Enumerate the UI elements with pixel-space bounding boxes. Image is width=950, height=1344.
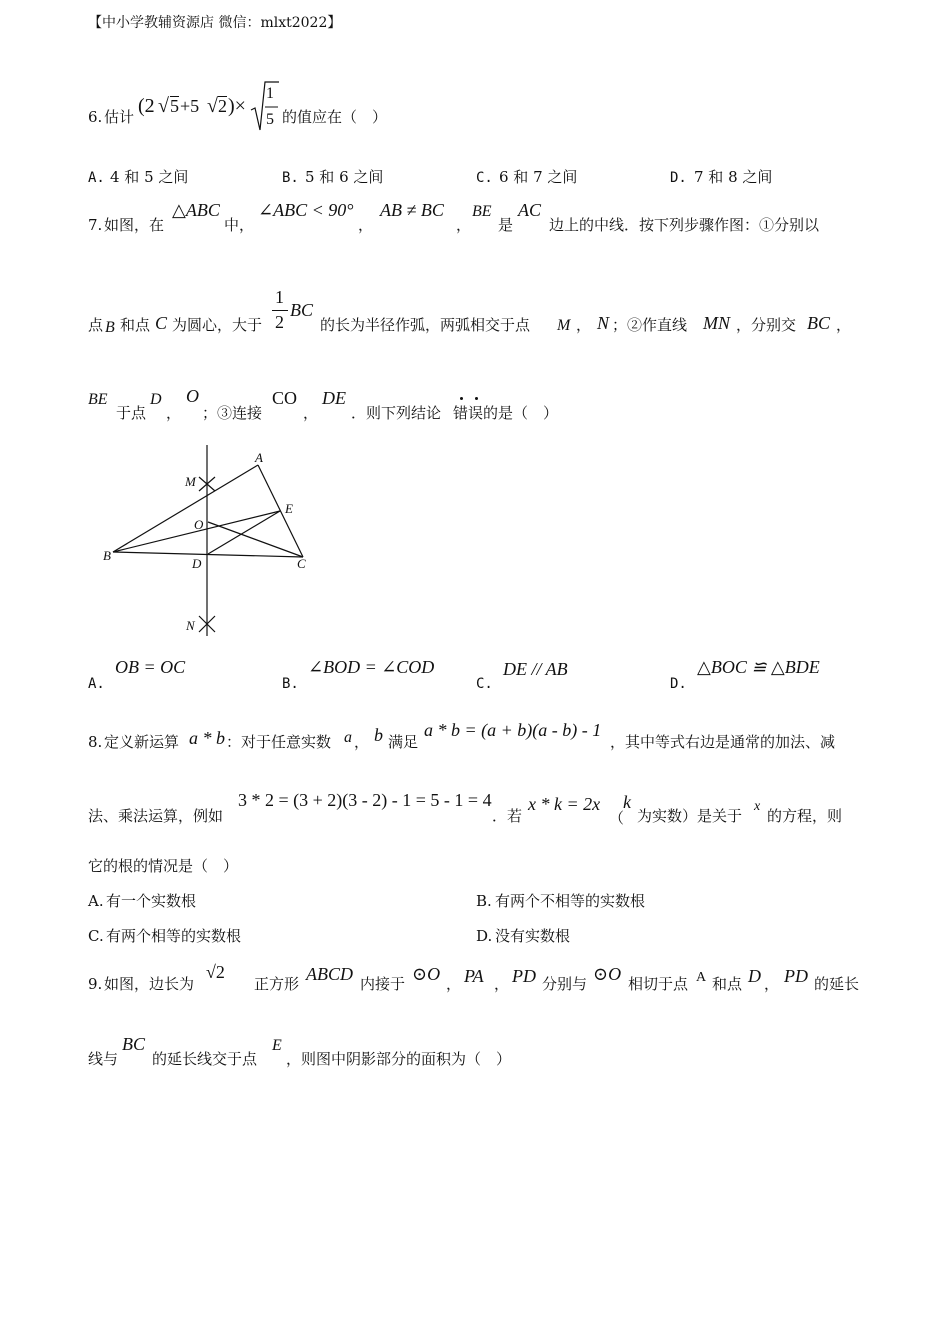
q7-text: ．则下列结论 xyxy=(351,404,442,422)
q6-option-a-label: A. xyxy=(88,170,105,186)
q8-option-c[interactable]: 有两个相等的实数根 xyxy=(106,927,242,945)
q7-text: ， xyxy=(303,404,319,422)
q9-math-pd2: PD xyxy=(784,966,808,986)
q8-option-b[interactable]: 有两个不相等的实数根 xyxy=(495,892,646,910)
q7-option-d-label: D. xyxy=(670,676,687,692)
q7-math-d: D xyxy=(150,391,162,408)
q6-sqrt-fraction xyxy=(250,80,280,134)
q6-expr-d: 2 xyxy=(218,96,227,116)
q6-expr-e: )× xyxy=(228,95,246,117)
exam-page: 【中小学教辅资源店 微信：mlxt2022】 6. 估计 (2 √ 5 +5 √ 2 )× 1 5 的值应在（ ） A. 4 和 5 之间 B. 5 和 6 之间 C. 6 和 7 之间 D. 7 和 8 之间 7. 如图，在 △ABC 中， ∠ABC < 90° ， AB ≠ BC ， BE 是 AC 边上的中线．按下列步骤作图：①分别以 点 B 和点 C 为圆心，大于 1 2 BC 的长为半径作弧，两弧相交于点 M ， N ；②作直线 MN ，分别交 BC ， BE 于点 D ， O ；③连接 CO ， DE ．则下列结论 错误 的是（ ） A M E O B D C N A. OB = OC B. ∠BOD = ∠COD C. DE // AB D. △BOC ≌ △BDE 8. 定义新运算 a * b ：对于任意实数 a ， b 满足 a * b = (a + b)(a - b) - 1 ，其中等式右边是通常的加法、减 法、乘法运算，例如 3 * 2 = (3 + 2)(3 - 2) - 1 = 5 - 1 = 4 ．若 x * k = 2x （ k 为实数）是关于 x 的方程，则 它的根的情况是（ ） A. 有一个实数根 B. 有两个不相等的实数根 C. 有两个相等的实数根 D. 没有实数根 9. 如图，边长为 √2 正方形 ABCD 内接于 ⊙O ， PA ， PD 分别与 ⊙O 相切于点 A 和点 D ， PD 的延长 线与 BC 的延长线交于点 E ，则图中阴影部分的面积为（ ） xyxy=(88,15,860,1068)
q8-text: ，其中等式右边是通常的加法、减 xyxy=(610,733,836,751)
q8-text: ．若 xyxy=(492,807,523,825)
q8-math-k: k xyxy=(623,792,631,812)
q7-math-be2: BE xyxy=(88,391,108,408)
point-d: D xyxy=(192,556,202,571)
q7-math-m: M xyxy=(557,317,571,334)
q9-math-bc: BC xyxy=(122,1034,146,1054)
point-n: N xyxy=(186,618,195,633)
fraction-bar xyxy=(272,310,288,311)
q7-math-be: BE xyxy=(472,203,492,220)
q7-number: 7. xyxy=(88,216,103,234)
q9-text: 正方形 xyxy=(254,975,300,993)
q9-math-circle-o2: ⊙O xyxy=(593,964,622,984)
q9-text: 的延长线交于点 xyxy=(152,1050,258,1068)
q8-math-example: 3 * 2 = (3 + 2)(3 - 2) - 1 = 5 - 1 = 4 xyxy=(238,790,492,810)
q7-option-c-label: C. xyxy=(476,676,493,692)
q8-option-a[interactable]: 有一个实数根 xyxy=(106,892,197,910)
q6-option-a[interactable]: 4 和 5 之间 xyxy=(110,168,189,186)
point-c: C xyxy=(297,556,306,571)
q7-text: ， xyxy=(166,404,182,422)
q7-math-bc2: BC xyxy=(807,313,831,333)
q7-option-b[interactable]: ∠BOD = ∠COD xyxy=(308,657,435,677)
q9-text: 如图，边长为 xyxy=(104,975,195,993)
q9-text: 和点 xyxy=(712,975,743,993)
emphasis-dot xyxy=(460,397,463,400)
q8-option-b-label: B. xyxy=(476,892,492,910)
q9-text: ， xyxy=(446,975,462,993)
q7-math-o: O xyxy=(186,386,199,406)
point-o: O xyxy=(194,517,204,532)
q6-expr-a: (2 xyxy=(138,95,155,117)
q8-text: 定义新运算 xyxy=(104,733,180,751)
q6-frac-num: 1 xyxy=(266,85,274,102)
q7-text: 边上的中线．按下列步骤作图：①分别以 xyxy=(549,216,820,234)
q9-text: 的延长 xyxy=(814,975,860,993)
q7-math-triangle-abc: △ABC xyxy=(172,200,220,220)
q6-frac-den: 5 xyxy=(266,111,274,128)
q7-option-a-label: A. xyxy=(88,676,105,692)
q8-math-b: b xyxy=(374,725,383,745)
q6-tail: 的值应在（ ） xyxy=(282,108,388,126)
q7-math-angle-abc: ∠ABC < 90° xyxy=(258,200,354,220)
q7-figure xyxy=(95,440,325,650)
q7-math-b: B xyxy=(105,319,115,336)
q8-math-x: x xyxy=(754,799,761,814)
q8-option-d[interactable]: 没有实数根 xyxy=(495,927,571,945)
q9-text: ， xyxy=(494,975,510,993)
q9-math-pd: PD xyxy=(512,966,536,986)
q7-math-co: CO xyxy=(272,388,298,408)
q7-text: 的长为半径作弧，两弧相交于点 xyxy=(320,316,531,334)
segment-bc xyxy=(113,552,303,557)
q8-math-a-star-b: a * b xyxy=(189,728,225,748)
q8-math-definition: a * b = (a + b)(a - b) - 1 xyxy=(424,720,602,740)
q9-number: 9. xyxy=(88,975,103,993)
sqrt-icon: √ xyxy=(158,95,169,117)
q8-option-d-label: D. xyxy=(476,927,493,945)
q6-option-c[interactable]: 6 和 7 之间 xyxy=(499,168,578,186)
q7-text: 于点 xyxy=(116,404,147,422)
q8-text: ：对于任意实数 xyxy=(226,733,332,751)
q9-math-a: A xyxy=(696,970,707,985)
q7-text: ，分别交 xyxy=(736,316,797,334)
q8-text: （ xyxy=(609,809,625,827)
q7-math-ab-ne-bc: AB ≠ BC xyxy=(380,200,444,220)
q7-text: 点 xyxy=(88,316,104,334)
q7-text: 的是（ ） xyxy=(483,404,559,422)
q7-text: ；③连接 xyxy=(202,404,263,422)
q7-option-a[interactable]: OB = OC xyxy=(115,657,186,677)
q9-text: 相切于点 xyxy=(628,975,689,993)
q7-text: ；②作直线 xyxy=(612,316,688,334)
q6-lead: 估计 xyxy=(104,108,135,126)
q9-math-e: E xyxy=(272,1037,282,1054)
q7-text: ， xyxy=(456,216,472,234)
point-a: A xyxy=(255,450,263,465)
q7-text: ， xyxy=(836,316,852,334)
q7-math-c: C xyxy=(155,313,168,333)
q6-option-c-label: C. xyxy=(476,170,493,186)
q7-text: 为圆心，大于 xyxy=(172,316,263,334)
q7-text: 如图，在 xyxy=(104,216,165,234)
q7-text: ， xyxy=(576,316,592,334)
q6-option-b-label: B. xyxy=(282,170,299,186)
sqrt-icon: √ xyxy=(207,95,218,117)
segment-de xyxy=(208,511,280,554)
q9-math-sqrt2: √2 xyxy=(206,962,225,982)
q7-text: 和点 xyxy=(120,316,151,334)
q6-option-d[interactable]: 7 和 8 之间 xyxy=(694,168,773,186)
q9-text: 内接于 xyxy=(360,975,406,993)
q8-text: 满足 xyxy=(388,733,419,751)
point-e: E xyxy=(285,501,293,516)
q8-number: 8. xyxy=(88,733,103,751)
emphasis-dot xyxy=(475,397,478,400)
point-b: B xyxy=(103,548,111,563)
q8-option-a-label: A. xyxy=(88,892,104,910)
q6-option-b[interactable]: 5 和 6 之间 xyxy=(305,168,384,186)
q9-math-d: D xyxy=(748,966,761,986)
q9-text: 分别与 xyxy=(542,975,588,993)
q7-math-de: DE xyxy=(322,388,346,408)
q6-number: 6. xyxy=(88,108,103,126)
q8-text: 为实数）是关于 xyxy=(637,807,743,825)
q8-text: 法、乘法运算，例如 xyxy=(88,807,224,825)
header-watermark: 【中小学教辅资源店 微信：mlxt2022】 xyxy=(88,15,342,31)
q8-text: 它的根的情况是（ ） xyxy=(88,857,239,875)
q8-math-equation: x * k = 2x xyxy=(528,794,601,814)
q8-math-a: a xyxy=(344,729,352,746)
q7-option-b-label: B. xyxy=(282,676,299,692)
q8-option-c-label: C. xyxy=(88,927,104,945)
q7-text: 是 xyxy=(498,216,514,234)
q7-math-bc: BC xyxy=(290,300,314,320)
q9-math-circle-o: ⊙O xyxy=(412,964,441,984)
q6-expr-c: +5 xyxy=(180,96,200,116)
q7-option-c[interactable]: DE // AB xyxy=(503,659,568,679)
q7-option-d[interactable]: △BOC ≌ △BDE xyxy=(697,657,820,677)
q9-math-pa: PA xyxy=(464,966,484,986)
point-m: M xyxy=(185,474,196,489)
q7-text: 中， xyxy=(224,216,255,234)
q9-text: ， xyxy=(764,975,780,993)
q9-text: ，则图中阴影部分的面积为（ ） xyxy=(286,1050,512,1068)
q7-emphasis-wrong: 错误 xyxy=(453,404,484,422)
q8-text: ， xyxy=(354,733,370,751)
q6-option-d-label: D. xyxy=(670,170,687,186)
q9-math-abcd: ABCD xyxy=(306,964,353,984)
q9-text: 线与 xyxy=(88,1050,119,1068)
q8-text: 的方程，则 xyxy=(767,807,843,825)
q7-math-mn: MN xyxy=(703,313,730,333)
q7-text: ， xyxy=(358,216,374,234)
q7-math-n: N xyxy=(597,313,610,333)
q6-expr-b: 5 xyxy=(170,96,179,116)
q7-math-ac: AC xyxy=(518,200,542,220)
